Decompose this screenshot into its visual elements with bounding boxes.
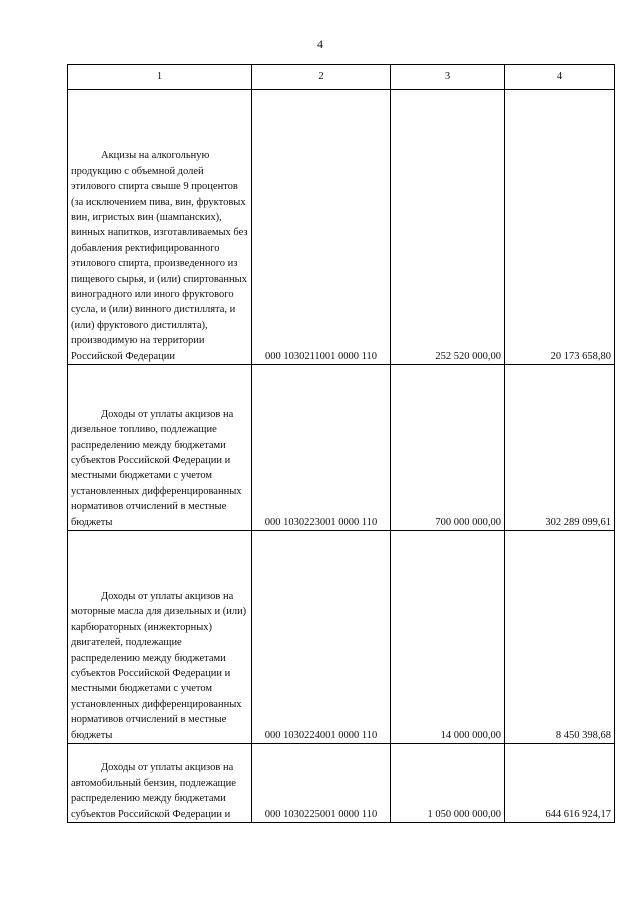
table-row (68, 531, 615, 744)
revenue-name-cell (68, 365, 252, 531)
table-header-row (68, 65, 615, 90)
revenue-table (67, 64, 615, 823)
actual-amount: 644 616 924,17 (505, 744, 615, 823)
column-header-1: 1 (68, 65, 252, 90)
classification-code: 000 1030223001 0000 110 (252, 365, 391, 531)
revenue-name: Доходы от уплаты акцизов на автомобильный бензин, подлежащие распределению между бюджетами субъектов Российской Федерации и (71, 762, 236, 820)
column-header-3: 3 (391, 65, 505, 90)
table-row (68, 744, 615, 823)
revenue-name-cell (68, 531, 252, 744)
revenue-name: Акцизы на алкогольную продукцию с объемной долей этилового спирта свыше 9 процентов (за исключением пива, вин, фруктовых вин, игристых вин (шампанских), винных напитков, изготавливаемых без добавления ректифицированного этилового спирта, произведенного из пищевого сырья, и (или) спиртованных виноградного или иного фруктового сусла, и (или) винного дистиллята, и (или) фруктового дистиллята), производимую на территории Российской Федерации (71, 150, 248, 362)
classification-code: 000 1030225001 0000 110 (252, 744, 391, 823)
actual-amount: 20 173 658,80 (505, 90, 615, 365)
classification-code: 000 1030224001 0000 110 (252, 531, 391, 744)
table-row (68, 365, 615, 531)
classification-code: 000 1030211001 0000 110 (252, 90, 391, 365)
planned-amount: 700 000 000,00 (391, 365, 505, 531)
actual-amount: 8 450 398,68 (505, 531, 615, 744)
actual-amount: 302 289 099,61 (505, 365, 615, 531)
column-header-4: 4 (505, 65, 615, 90)
column-header-2: 2 (252, 65, 391, 90)
planned-amount: 1 050 000 000,00 (391, 744, 505, 823)
revenue-name-cell (68, 90, 252, 365)
table-row (68, 90, 615, 365)
page-number: 4 (317, 37, 323, 51)
planned-amount: 252 520 000,00 (391, 90, 505, 365)
revenue-name: Доходы от уплаты акцизов на дизельное топливо, подлежащие распределению между бюджетами субъектов Российской Федерации и местными бюджетами с учетом установленных дифференцированных нормативов отчислений в местные бюджеты (71, 408, 242, 528)
planned-amount: 14 000 000,00 (391, 531, 505, 744)
revenue-name: Доходы от уплаты акцизов на моторные масла для дизельных и (или) карбюраторных (инжекторных) двигателей, подлежащие распределению между бюджетами субъектов Российской Федерации и местными бюджетами с учетом установленных дифференцированных нормативов отчислений в местные бюджеты (71, 590, 247, 741)
revenue-name-cell (68, 744, 252, 823)
